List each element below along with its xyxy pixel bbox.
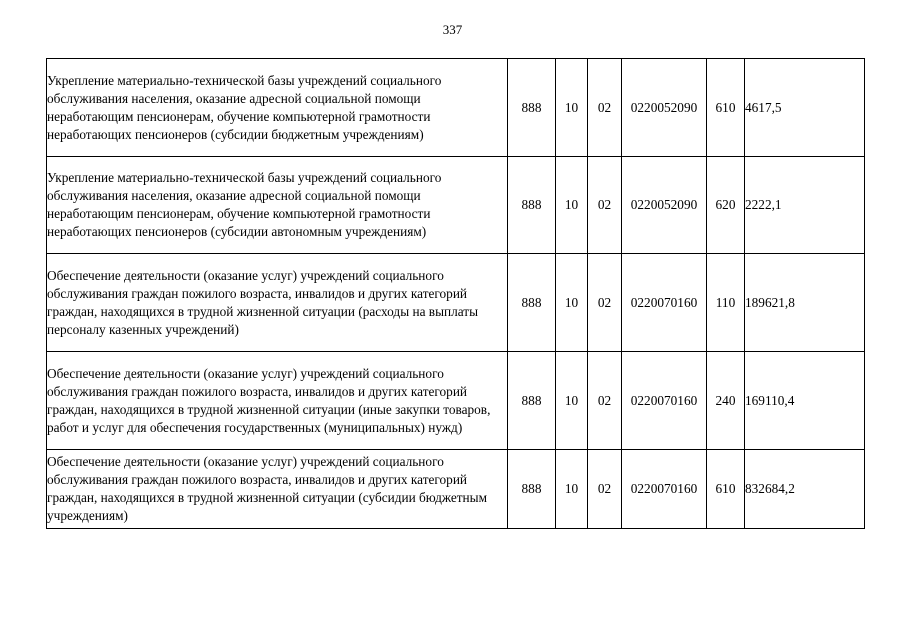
- subsection-code: 02: [588, 59, 622, 157]
- expense-type-code: 110: [707, 254, 745, 352]
- subsection-code: 02: [588, 157, 622, 254]
- budget-table: [46, 58, 865, 529]
- target-article-code: 0220070160: [622, 254, 707, 352]
- expense-type-code: 610: [707, 450, 745, 529]
- subsection-code: 02: [588, 352, 622, 450]
- ministry-code: 888: [508, 254, 556, 352]
- amount: 4617,5: [745, 59, 865, 157]
- ministry-code: 888: [508, 157, 556, 254]
- expense-type-code: 240: [707, 352, 745, 450]
- row-description: Укрепление материально-технической базы учреждений социального обслуживания населения, оказание адресной социальной помощи неработающим пенсионерам, обучение компьютерной грамотности неработающих пенсионеров (субсидии бюджетным учреждениям): [47, 59, 508, 157]
- table-row: [47, 157, 865, 254]
- section-code: 10: [556, 157, 588, 254]
- ministry-code: 888: [508, 352, 556, 450]
- section-code: 10: [556, 254, 588, 352]
- page-number: 337: [442, 22, 463, 37]
- section-code: 10: [556, 59, 588, 157]
- table-row: [47, 450, 865, 529]
- expense-type-code: 620: [707, 157, 745, 254]
- amount: 169110,4: [745, 352, 865, 450]
- target-article-code: 0220070160: [622, 352, 707, 450]
- table-row: [47, 352, 865, 450]
- amount: 832684,2: [745, 450, 865, 529]
- ministry-code: 888: [508, 59, 556, 157]
- row-description: Укрепление материально-технической базы учреждений социального обслуживания населения, оказание адресной социальной помощи неработающим пенсионерам, обучение компьютерной грамотности неработающих пенсионеров (субсидии автономным учреждениям): [47, 157, 508, 254]
- table-row: [47, 254, 865, 352]
- ministry-code: 888: [508, 450, 556, 529]
- subsection-code: 02: [588, 254, 622, 352]
- target-article-code: 0220052090: [622, 157, 707, 254]
- expense-type-code: 610: [707, 59, 745, 157]
- section-code: 10: [556, 450, 588, 529]
- row-description: Обеспечение деятельности (оказание услуг) учреждений социального обслуживания граждан пожилого возраста, инвалидов и других категорий граждан, находящихся в трудной жизненной ситуации (иные закупки товаров, работ и услуг для обеспечения государственных (муниципальных) нужд): [47, 352, 508, 450]
- amount: 2222,1: [745, 157, 865, 254]
- subsection-code: 02: [588, 450, 622, 529]
- amount: 189621,8: [745, 254, 865, 352]
- table-row: [47, 59, 865, 157]
- target-article-code: 0220070160: [622, 450, 707, 529]
- row-description: Обеспечение деятельности (оказание услуг) учреждений социального обслуживания граждан пожилого возраста, инвалидов и других категорий граждан, находящихся в трудной жизненной ситуации (субсидии бюджетным учреждениям): [47, 450, 508, 529]
- target-article-code: 0220052090: [622, 59, 707, 157]
- section-code: 10: [556, 352, 588, 450]
- row-description: Обеспечение деятельности (оказание услуг) учреждений социального обслуживания граждан пожилого возраста, инвалидов и других категорий граждан, находящихся в трудной жизненной ситуации (расходы на выплаты персоналу казенных учреждений): [47, 254, 508, 352]
